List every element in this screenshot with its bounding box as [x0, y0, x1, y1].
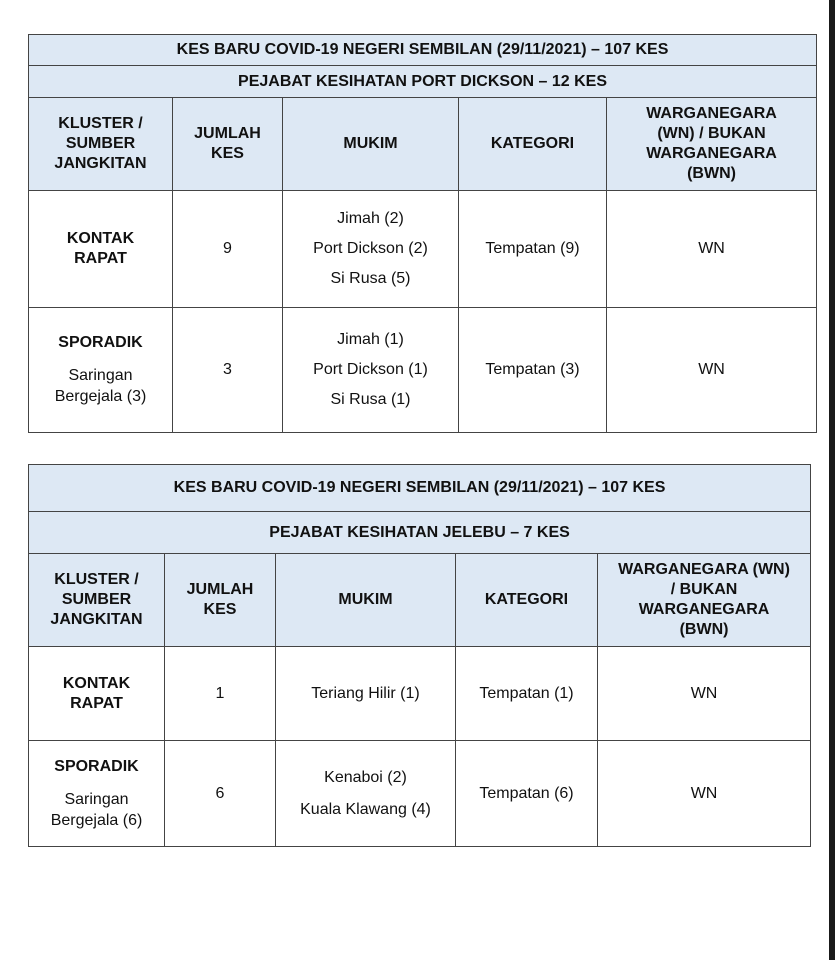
- cell-kluster: SPORADIK Saringan Bergejala (3): [29, 308, 173, 433]
- table-row: [29, 741, 811, 847]
- table-row: [29, 647, 811, 741]
- header-kluster: KLUSTER / SUMBER JANGKITAN: [29, 554, 165, 647]
- office-row: [29, 66, 817, 98]
- header-jumlah: JUMLAH KES: [165, 554, 276, 647]
- cell-warga: WN: [598, 741, 811, 847]
- header-kategori: KATEGORI: [456, 554, 598, 647]
- header-warga: WARGANEGARA (WN) / BUKAN WARGANEGARA (BWN): [598, 554, 811, 647]
- cell-warga: WN: [607, 308, 817, 433]
- cell-kluster: KONTAK RAPAT: [29, 647, 165, 741]
- office-row: [29, 512, 811, 554]
- table-row: [29, 191, 817, 308]
- column-header-row: [29, 98, 817, 191]
- table-row: [29, 308, 817, 433]
- office-title: PEJABAT KESIHATAN PORT DICKSON – 12 KES: [29, 66, 817, 98]
- header-kategori: KATEGORI: [459, 98, 607, 191]
- header-warga: WARGANEGARA (WN) / BUKAN WARGANEGARA (BWN): [607, 98, 817, 191]
- office-title: PEJABAT KESIHATAN JELEBU – 7 KES: [29, 512, 811, 554]
- header-kluster: KLUSTER / SUMBER JANGKITAN: [29, 98, 173, 191]
- cell-mukim: Jimah (2) Port Dickson (2) Si Rusa (5): [283, 191, 459, 308]
- cell-kategori: Tempatan (1): [456, 647, 598, 741]
- cell-jumlah: 9: [173, 191, 283, 308]
- table-title-row: [29, 465, 811, 512]
- cell-jumlah: 6: [165, 741, 276, 847]
- header-mukim: MUKIM: [283, 98, 459, 191]
- cell-warga: WN: [598, 647, 811, 741]
- cell-jumlah: 1: [165, 647, 276, 741]
- jelebu-table: [28, 464, 811, 847]
- cell-kategori: Tempatan (3): [459, 308, 607, 433]
- cell-kategori: Tempatan (9): [459, 191, 607, 308]
- port-dickson-table: [28, 34, 817, 433]
- cell-mukim: Jimah (1) Port Dickson (1) Si Rusa (1): [283, 308, 459, 433]
- cell-mukim: Teriang Hilir (1): [276, 647, 456, 741]
- cell-kluster: SPORADIK Saringan Bergejala (6): [29, 741, 165, 847]
- table-title: KES BARU COVID-19 NEGERI SEMBILAN (29/11/2021) – 107 KES: [29, 35, 817, 66]
- column-header-row: [29, 554, 811, 647]
- cell-kluster: KONTAK RAPAT: [29, 191, 173, 308]
- cell-warga: WN: [607, 191, 817, 308]
- header-jumlah: JUMLAH KES: [173, 98, 283, 191]
- table-title-row: [29, 35, 817, 66]
- screen-edge: [829, 0, 835, 960]
- cell-mukim: Kenaboi (2) Kuala Klawang (4): [276, 741, 456, 847]
- table-title: KES BARU COVID-19 NEGERI SEMBILAN (29/11/2021) – 107 KES: [29, 465, 811, 512]
- cell-kategori: Tempatan (6): [456, 741, 598, 847]
- cell-jumlah: 3: [173, 308, 283, 433]
- header-mukim: MUKIM: [276, 554, 456, 647]
